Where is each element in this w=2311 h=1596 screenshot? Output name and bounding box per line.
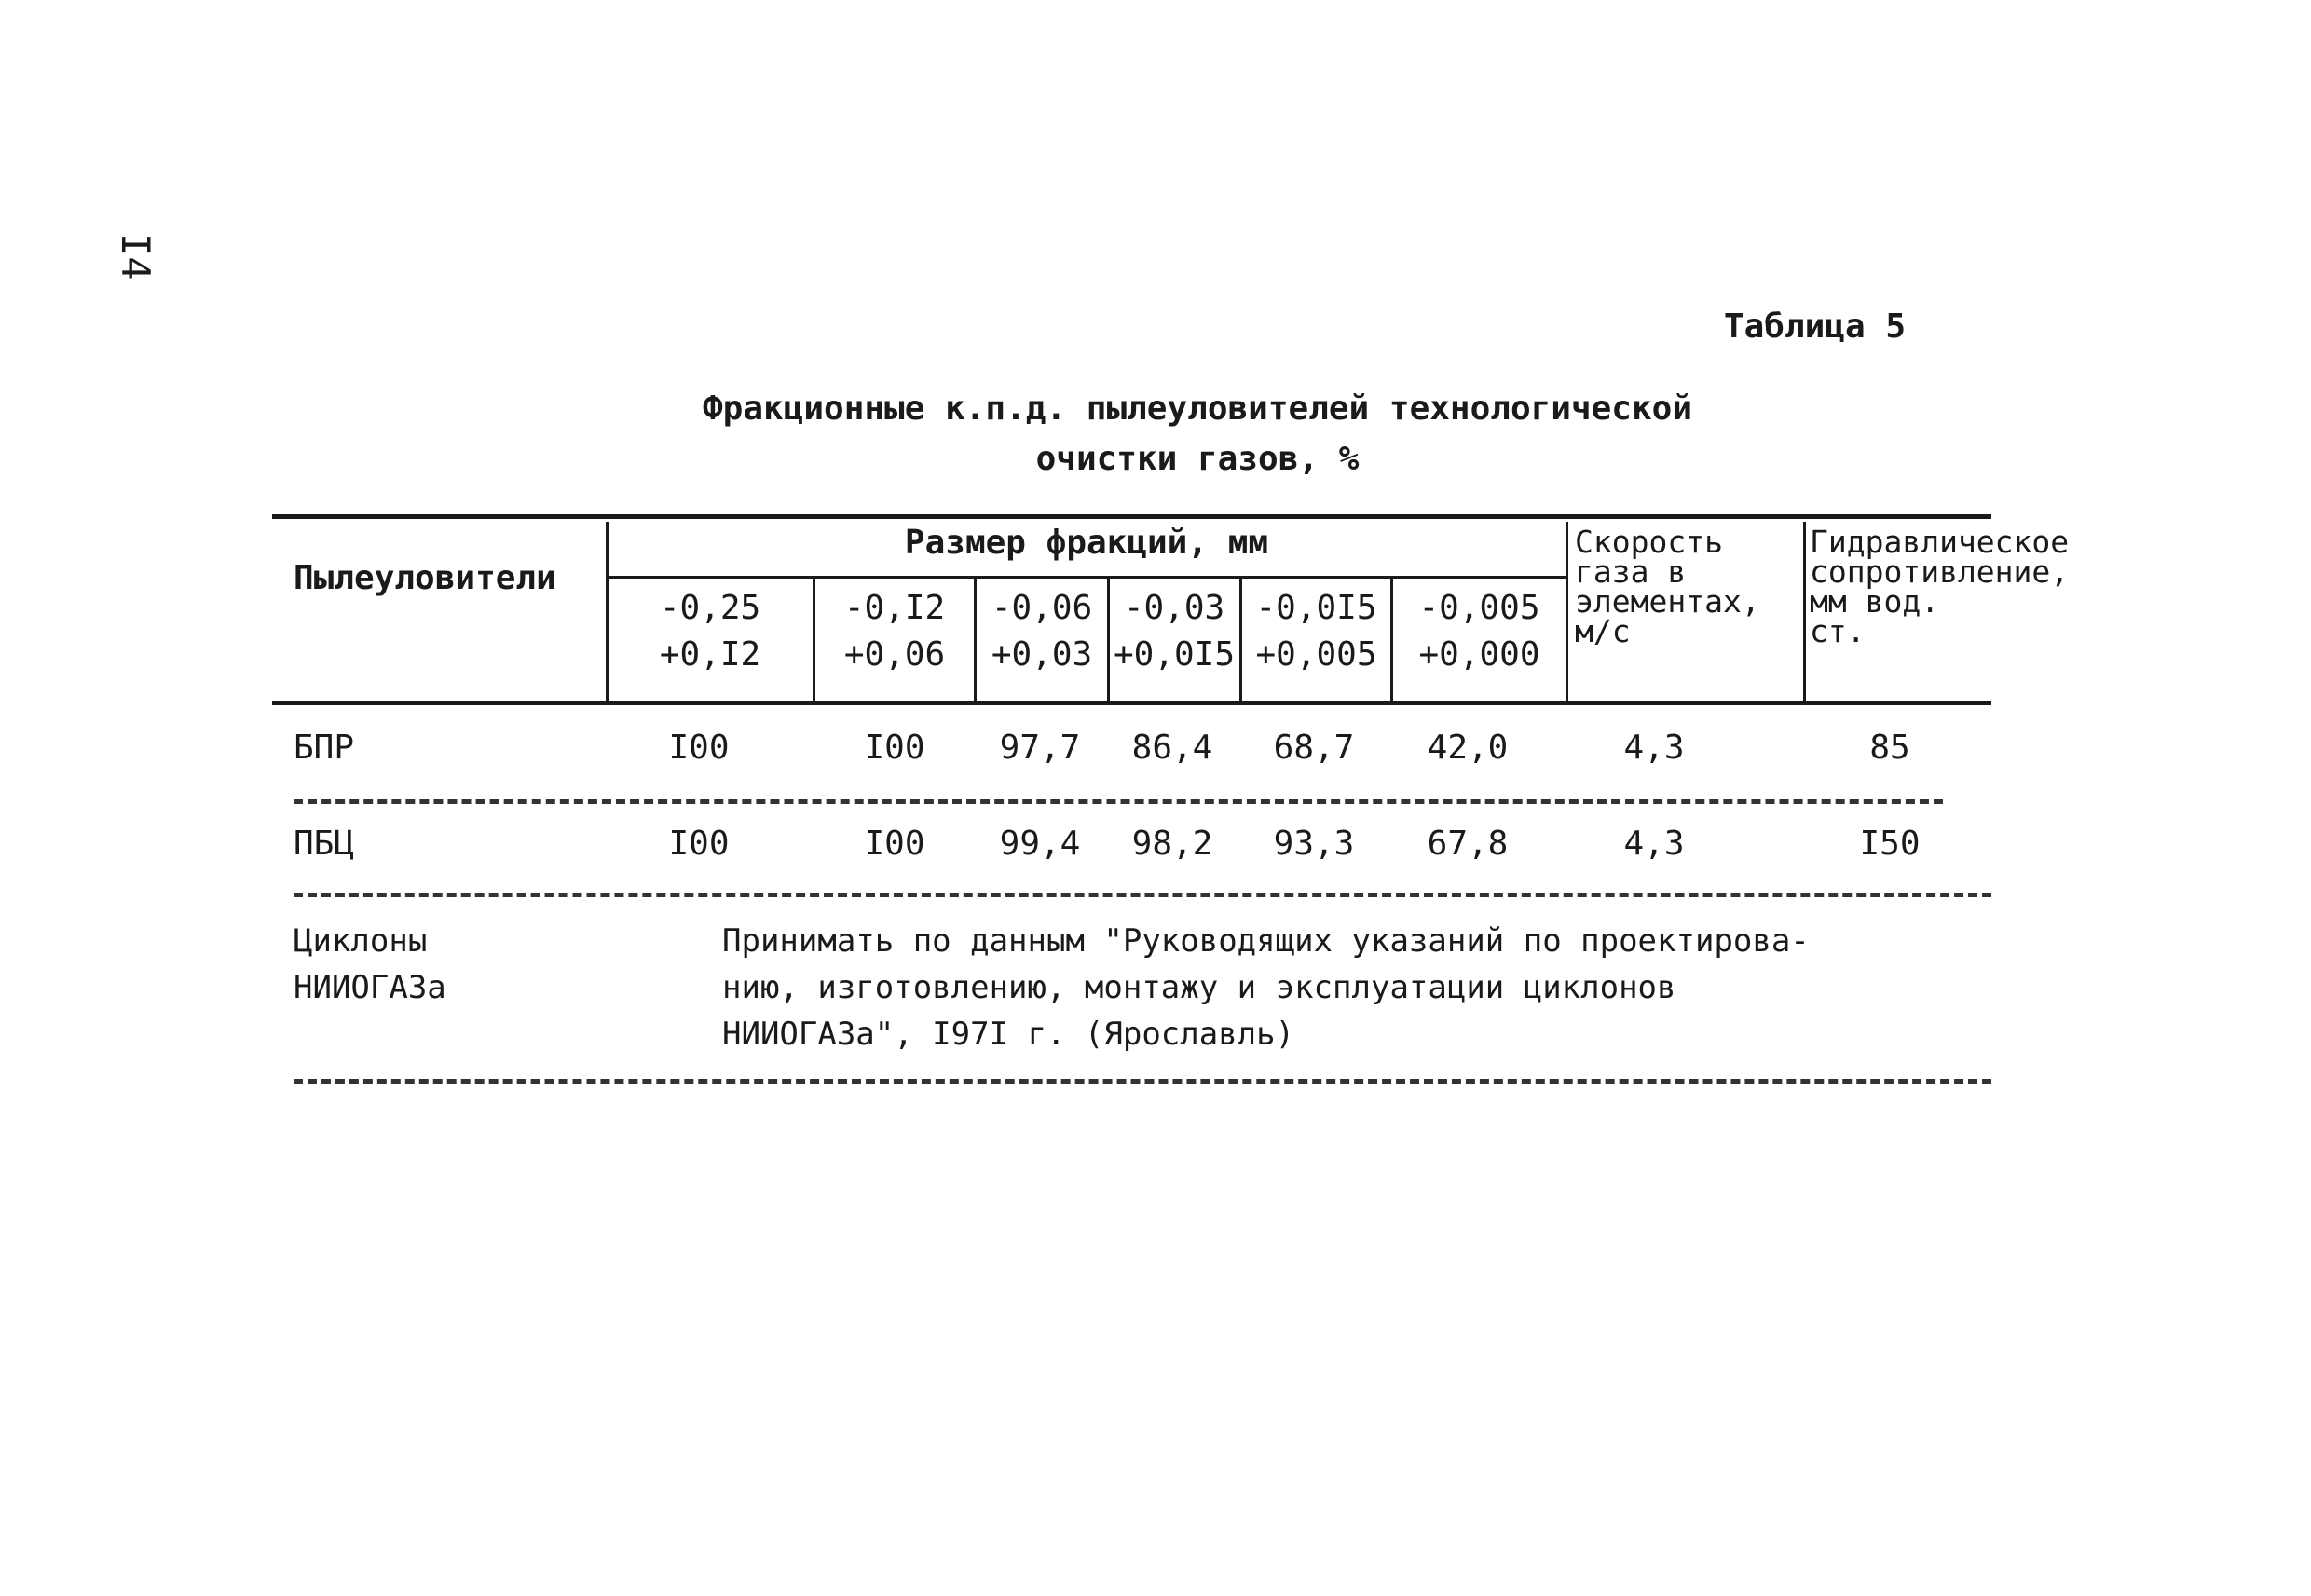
row-name: БПР <box>294 729 355 767</box>
fraction-range-6: -0,005 +0,000 <box>1418 589 1540 674</box>
cell-value: I00 <box>668 729 730 767</box>
cell-resistance: I50 <box>1859 825 1921 863</box>
fraction-header-rule <box>606 576 1566 579</box>
cell-resistance: 85 <box>1869 729 1910 767</box>
title-line-1: Фракционные к.п.д. пылеуловителей технологической <box>702 389 1693 428</box>
row-name: ПБЦ <box>294 825 355 863</box>
header-bottom-rule <box>272 701 1991 705</box>
cell-speed: 4,3 <box>1623 729 1685 767</box>
cell-value: I00 <box>864 825 925 863</box>
header-hydraulic-resistance: Гидравлическое сопротивление, мм вод. ст. <box>1810 524 2070 649</box>
row-separator <box>294 1079 1991 1084</box>
cyclones-note: Принимать по данным "Руководящих указаний по проектирова- нию, изготовлению, монтажу и эксплуатации циклонов НИИОГАЗа", I97I г. (Ярославль) <box>722 922 1810 1053</box>
row-separator <box>294 799 1943 804</box>
row-separator <box>294 893 1991 897</box>
table-top-rule <box>272 514 1991 519</box>
title-line-2: очистки газов, % <box>1035 440 1360 478</box>
cell-value: 68,7 <box>1273 729 1355 767</box>
row-name-cyclones: Циклоны НИИОГАЗа <box>294 922 446 1006</box>
cell-value: 42,0 <box>1427 729 1509 767</box>
cell-value: 97,7 <box>999 729 1081 767</box>
header-dust-collectors: Пылеуловители <box>294 559 556 597</box>
column-divider <box>1803 522 1806 703</box>
cell-value: 99,4 <box>999 825 1081 863</box>
cell-value: 86,4 <box>1131 729 1213 767</box>
fraction-range-2: -0,I2 +0,06 <box>843 589 946 674</box>
fraction-range-4: -0,03 +0,0I5 <box>1113 589 1236 674</box>
cell-value: 98,2 <box>1131 825 1213 863</box>
header-gas-speed: Скорость газа в элементах, м/с <box>1575 524 1760 649</box>
cell-value: I00 <box>864 729 925 767</box>
fraction-range-1: -0,25 +0,I2 <box>659 589 761 674</box>
fraction-range-5: -0,0I5 +0,005 <box>1255 589 1377 674</box>
cell-speed: 4,3 <box>1623 825 1685 863</box>
header-fraction-size: Размер фракций, мм <box>904 524 1269 562</box>
cell-value: I00 <box>668 825 730 863</box>
cell-value: 67,8 <box>1427 825 1509 863</box>
table-label: Таблица 5 <box>1723 307 1906 346</box>
column-divider <box>1566 522 1568 703</box>
fraction-range-3: -0,06 +0,03 <box>991 589 1093 674</box>
table-title <box>0 384 2311 484</box>
cell-value: 93,3 <box>1273 825 1355 863</box>
page-number: I4 <box>113 233 158 280</box>
